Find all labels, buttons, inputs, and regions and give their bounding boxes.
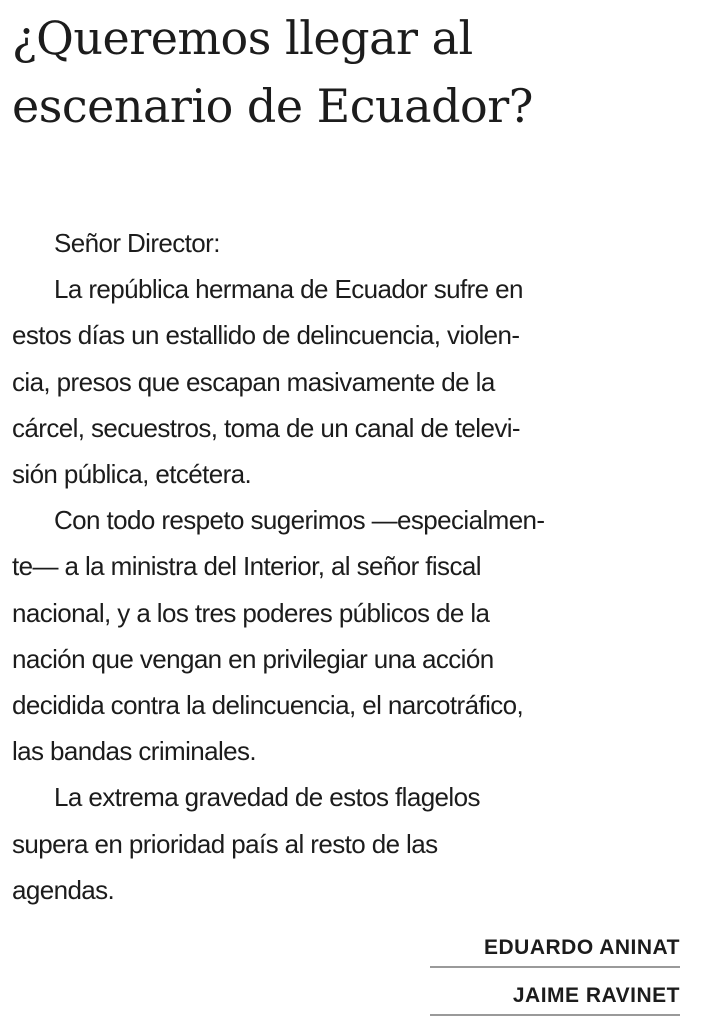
body-line: te— a la ministra del Interior, al señor fiscal bbox=[12, 551, 481, 582]
body-line: las bandas criminales. bbox=[12, 736, 257, 767]
signatures bbox=[430, 930, 680, 1026]
body-line: Con todo respeto sugerimos —especialmen- bbox=[54, 505, 545, 536]
headline-line: ¿Queremos llegar al bbox=[12, 11, 473, 65]
letter-body bbox=[12, 220, 700, 913]
headline bbox=[12, 4, 702, 140]
body-line: estos días un estallido de delincuencia, violen- bbox=[12, 320, 520, 351]
body-line: La república hermana de Ecuador sufre en bbox=[54, 274, 523, 305]
body-line: nación que vengan en privilegiar una acción bbox=[12, 643, 494, 674]
body-line: nacional, y a los tres poderes públicos de la bbox=[12, 597, 490, 628]
body-line: sión pública, etcétera. bbox=[12, 459, 252, 490]
signature-name: EDUARDO ANINAT bbox=[430, 930, 680, 968]
body-line: supera en prioridad país al resto de las bbox=[12, 828, 438, 859]
body-line: agendas. bbox=[12, 874, 115, 905]
body-line: cia, presos que escapan masivamente de la bbox=[12, 366, 495, 397]
body-line: decidida contra la delincuencia, el narcotráfico, bbox=[12, 690, 524, 721]
headline-line: escenario de Ecuador? bbox=[12, 79, 533, 133]
signature-name: JAIME RAVINET bbox=[430, 978, 680, 1016]
salutation: Señor Director: bbox=[54, 228, 220, 258]
body-line: cárcel, secuestros, toma de un canal de televi- bbox=[12, 412, 520, 443]
body-line: La extrema gravedad de estos flagelos bbox=[54, 782, 480, 813]
